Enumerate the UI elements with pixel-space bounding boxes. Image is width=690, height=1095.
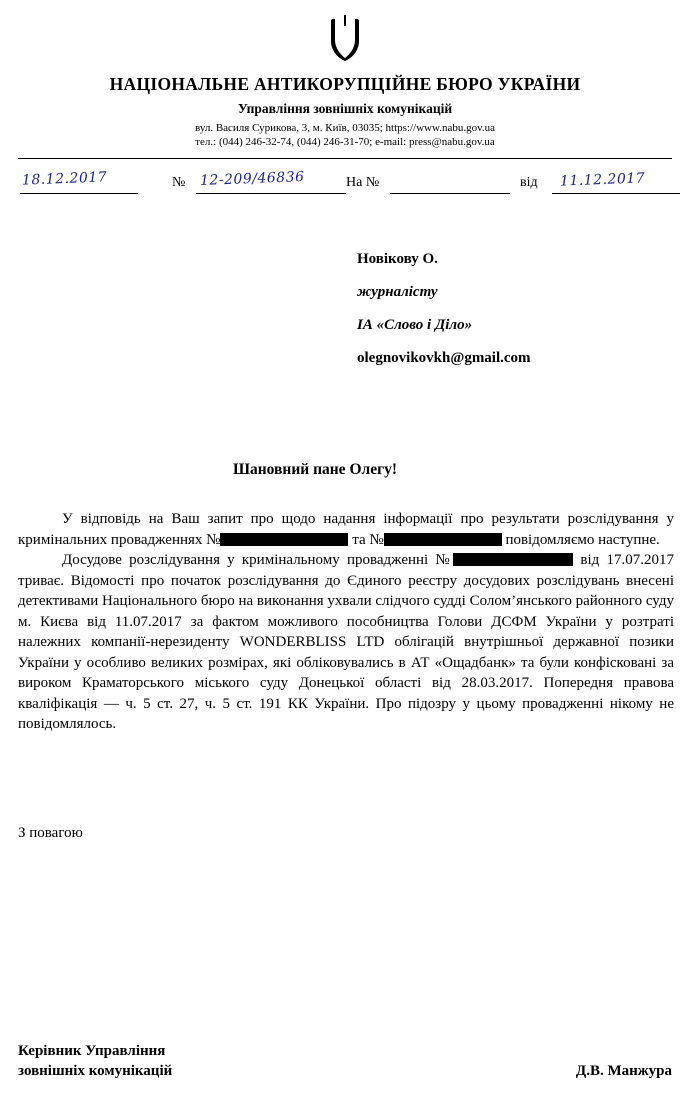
body-paragraph-1 [18,509,674,550]
redaction-bar-3 [453,553,573,566]
addressee-outlet: ІА «Слово і Діло» [357,317,473,333]
from-date-underline [552,193,680,194]
reference-number-handwritten: 12-209/46836 [199,168,305,190]
addressee-name: Новікову О. [357,251,438,267]
signer-name: Д.В. Манжура [575,1063,672,1079]
letter-body [12,509,678,735]
reference-date-underline [20,193,138,194]
organization-name: НАЦІОНАЛЬНЕ АНТИКОРУПЦІЙНЕ БЮРО УКРАЇНИ [109,74,581,94]
body-paragraph-1-text-a: У відповідь на Ваш запит про щодо надання інформації про результати розслідування у кримінальних провадженнях № [18,511,674,548]
signer-title [18,1041,172,1081]
body-paragraph-2-text-a: Досудове розслідування у кримінальному провадженні № [62,552,454,568]
closing-text: З повагою [18,824,83,841]
reference-number-underline [196,193,346,194]
addressee-role: журналісту [357,284,438,300]
reference-row [12,163,678,205]
from-date-label: від [520,175,538,190]
reference-number-label: № [172,175,186,190]
reference-date-handwritten: 18.12.2017 [21,169,108,189]
signer-title-line-2: зовнішніх комунікацій [18,1063,173,1079]
signature-block [18,1041,672,1081]
addressee-block [357,243,678,375]
department-name: Управління зовнішніх комунікацій [237,101,453,116]
reply-to-underline [390,193,510,194]
salutation: Шановний пане Олегу! [232,461,398,478]
redaction-bar-1 [220,533,348,546]
redaction-bar-2 [384,533,502,546]
ukraine-trident-emblem [327,14,363,62]
body-paragraph-2-text-b: від 17.07.2017 триває. Відомості про початок розслідування до Єдиного реєстру досудових розслідувань внесені детективами Національного бюро на виконання ухвали слідчого судді Солом’янського районного суду м. Києва від 11.07.2017 за фактом можливого пособництва Голови ДСФМ України у розтраті належних компанії-нерезиденту WONDERBLISS LTD облігацій внутрішньої державної позики України у особливо великих розмірах, які обліковувались в АТ «Ощадбанк» та були конфісковані за вироком Краматорського міського суду Донецької області від 28.03.2017. Попередня правова кваліфікація — ч. 5 ст. 27, ч. 5 ст. 191 КК України. Про підозру у цьому провадженні нікому не повідомлялось. [18,552,674,732]
emblem-container [12,0,678,70]
body-paragraph-1-text-b: та № [352,531,384,548]
from-date-handwritten: 11.12.2017 [559,170,646,190]
header-divider [18,158,672,159]
signer-title-line-1: Керівник Управління [18,1043,166,1059]
reply-to-label: На № [346,175,380,190]
address-line: вул. Василя Сурикова, 3, м. Київ, 03035; https://www.nabu.gov.ua [195,122,495,134]
addressee-email: olegnovikovkh@gmail.com [357,350,531,366]
contact-line: тел.: (044) 246-32-74, (044) 246-31-70; e-mail: press@nabu.gov.ua [195,136,495,148]
body-paragraph-2 [18,550,674,735]
body-paragraph-1-text-c: повідомляємо наступне. [505,531,660,548]
